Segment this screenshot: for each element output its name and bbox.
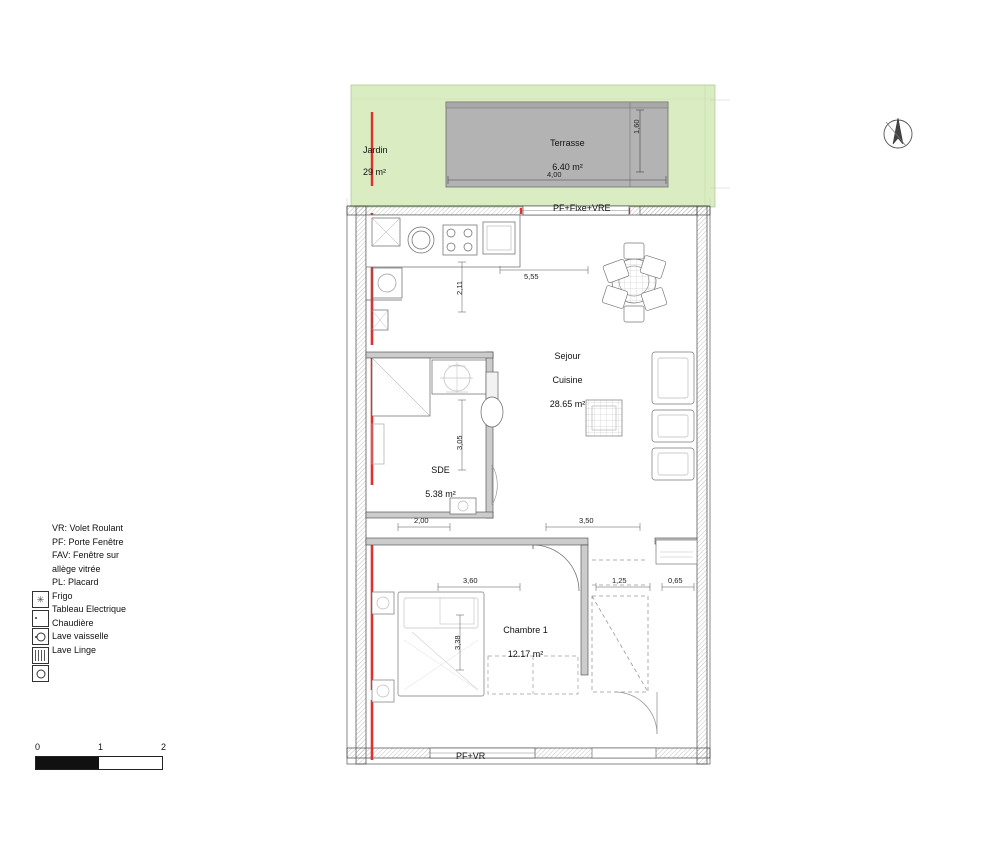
- dim-terrasse-height: 1,60: [632, 119, 641, 134]
- scale-bar: [35, 756, 163, 770]
- jardin-name: Jardin: [363, 145, 388, 155]
- legend-equip-lave-vaisselle: Lave vaisselle: [52, 631, 109, 641]
- dim-chambre-width: 3,60: [463, 576, 478, 585]
- legend-equip-chaudiere: Chaudière: [52, 617, 94, 628]
- sde-label: [398, 452, 478, 500]
- dim-sejour-lower: 3,50: [579, 516, 594, 525]
- opening-top-label: PF+Fixe+VRE: [553, 203, 611, 213]
- dim-closet: 0,65: [668, 576, 683, 585]
- legend-abbr-vr: VR: Volet Roulant: [52, 523, 124, 533]
- legend-equip-lave-linge: Lave Linge: [52, 644, 97, 655]
- legend-abbr-pf: PF: Porte Fenêtre: [52, 536, 124, 547]
- fridge-icon: [32, 591, 49, 608]
- dim-kitchen-depth: 2,11: [455, 280, 464, 295]
- opening-bottom-label: PF+VR: [456, 751, 486, 761]
- terrasse-label: [517, 125, 613, 173]
- sejour-name: Sejour: [554, 351, 581, 361]
- jardin-label: [358, 134, 388, 178]
- boiler-closet: [656, 540, 697, 564]
- dishwasher-icon: [32, 647, 49, 664]
- scale-segment-1: [36, 757, 99, 769]
- terrasse-area-value: 6.40 m²: [552, 162, 583, 172]
- dim-chambre-height: 3,38: [453, 635, 462, 650]
- scale-tick-1: 1: [98, 742, 104, 752]
- dim-sde-width: 2,00: [414, 516, 429, 525]
- chambre1-area-value: 12.17 m²: [507, 649, 544, 659]
- dim-sde-height: 3,05: [455, 435, 464, 450]
- legend-icon-column: [32, 591, 52, 684]
- legend: [52, 522, 222, 657]
- sde-name: SDE: [431, 465, 450, 475]
- dim-terrasse-width: 4,00: [547, 170, 562, 179]
- scale-tick-2: 2: [161, 742, 167, 752]
- electrical-panel-icon: [32, 610, 49, 627]
- sejour-area-value: 28.65 m²: [549, 399, 586, 409]
- legend-abbr-pl: PL: Placard: [52, 577, 99, 587]
- sejour-label: [515, 338, 615, 410]
- scale-tick-0: 0: [35, 742, 41, 752]
- sde-area-value: 5.38 m²: [425, 489, 456, 499]
- chambre1-name: Chambre 1: [503, 625, 548, 635]
- jardin-area-value: 29 m²: [363, 167, 387, 177]
- legend-abbr-fav-cont: allège vitrée: [52, 563, 101, 574]
- legend-equip-tableau: Tableau Electrique: [52, 604, 127, 614]
- north-arrow: [884, 118, 912, 148]
- scale-segment-2: [99, 757, 162, 769]
- legend-abbr-fav: FAV: Fenêtre sur: [52, 550, 120, 560]
- legend-equip-frigo: Frigo: [52, 590, 73, 601]
- dim-corridor: 1,25: [612, 576, 627, 585]
- terrasse-name: Terrasse: [550, 138, 585, 148]
- chambre1-label: [473, 612, 573, 660]
- dim-sejour-width: 5,55: [524, 272, 539, 281]
- boiler-icon: [32, 628, 49, 645]
- washing-machine-icon: [32, 665, 49, 682]
- cuisine-name: Cuisine: [552, 375, 583, 385]
